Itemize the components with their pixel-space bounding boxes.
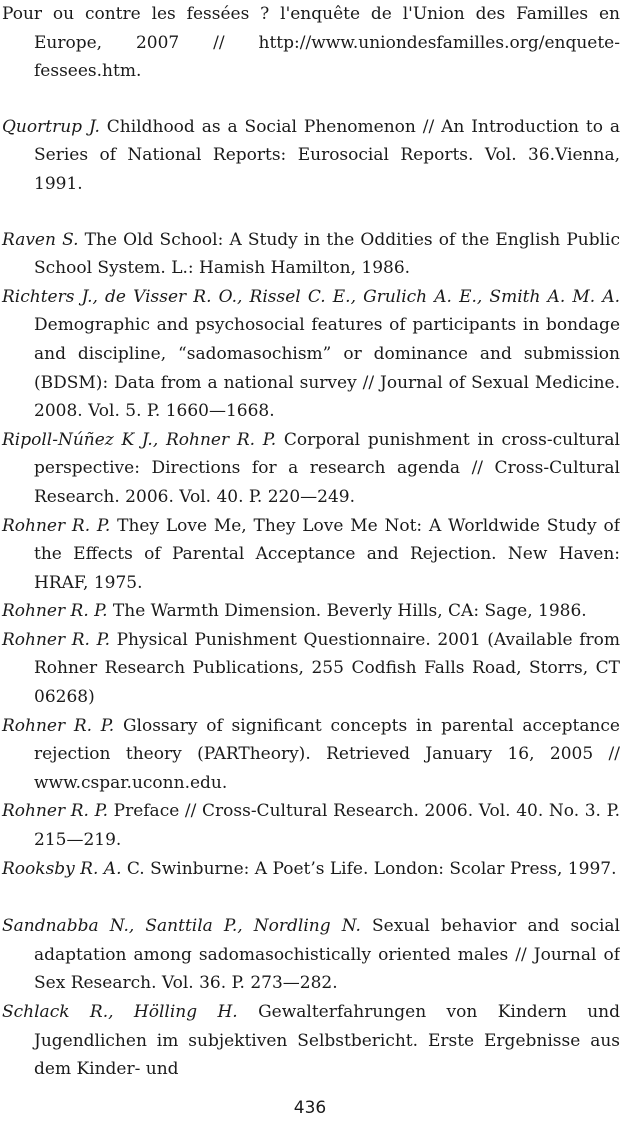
reference-author: Sandnabba N., Santtila P., Nordling N. <box>2 916 361 937</box>
reference-text: Sexual behavior and social adaptation among sadomasochistically oriented males // Journal of Sex Research. Vol. 36. P. 273—282. <box>34 916 620 994</box>
reference-text: Demographic and psychosocial features of participants in bondage and discipline, “sadomasochism” or dominance and submission (BDSM): Data from a national survey // Journal of Sexual Medicine. 2008. Vol. 5. P. 1660—1668. <box>34 315 620 422</box>
reference-entry <box>0 597 620 626</box>
reference-entry <box>0 512 620 598</box>
reference-author: Schlack R., Hölling H. <box>2 1002 238 1022</box>
reference-author: Quortrup J. <box>2 116 100 137</box>
reference-text: Glossary of significant concepts in parental acceptance rejection theory (PARTheory). Retrieved January 16, 2005 // www.cspar.uconn.edu. <box>34 715 620 793</box>
reference-author: Rohner R. P. <box>2 801 108 822</box>
reference-author: Rohner R. P. <box>2 601 108 622</box>
reference-author: Raven S. <box>2 229 79 250</box>
reference-entry <box>0 626 620 712</box>
reference-author: Richters J., de Visser R. O., Rissel C. E., Grulich A. E., Smith A. M. A. <box>2 286 620 307</box>
reference-text: Corporal punishment in cross-cultural perspective: Directions for a research agenda // Cross-Cultural Research. 2006. Vol. 40. P. 220—249. <box>34 429 620 507</box>
reference-text: The Warmth Dimension. Beverly Hills, CA: Sage, 1986. <box>107 601 587 622</box>
reference-text: The Old School: A Study in the Oddities of the English Public School System. L.: Hamish Hamilton, 1986. <box>34 229 620 279</box>
reference-text: Preface // Cross-Cultural Research. 2006. Vol. 40. No. 3. P. 215—219. <box>34 801 620 851</box>
reference-entry <box>0 797 620 854</box>
reference-entry <box>0 912 620 998</box>
reference-author: Rohner R. P. <box>2 715 115 736</box>
reference-text: Physical Punishment Questionnaire. 2001 (Available from Rohner Research Publications, 255 Codfish Falls Road, Storrs, CT 06268) <box>34 629 620 708</box>
reference-entry <box>0 113 620 199</box>
reference-text: Gewalterfahrungen von Kindern und Jugendlichen im subjektiven Selbstbericht. Erste Ergebnisse aus dem Kinder- und <box>34 1002 620 1080</box>
reference-entry <box>0 226 620 283</box>
reference-entry <box>0 426 620 512</box>
reference-entry <box>0 855 620 884</box>
page-number: 436 <box>293 1098 327 1118</box>
reference-author: Rohner R. P. <box>2 515 111 536</box>
reference-entry <box>0 998 620 1084</box>
reference-text: Pour ou contre les fessées ? l'enquête de l'Union des Familles en Europe, 2007 // http://www.uniondesfamilles.org/enquete-fessees.htm. <box>2 4 620 82</box>
reference-text: They Love Me, They Love Me Not: A Worldwide Study of the Effects of Parental Acceptance and Rejection. New Haven: HRAF, 1975. <box>34 515 620 593</box>
reference-entry <box>0 712 620 798</box>
reference-author: Ripoll-Núñez K J., Rohner R. P. <box>2 429 277 450</box>
reference-author: Rooksby R. A. <box>2 858 122 879</box>
reference-text: Childhood as a Social Phenomenon // An Introduction to a Series of National Reports: Eurosocial Reports. Vol. 36.Vienna, 1991. <box>34 116 620 194</box>
reference-entry <box>0 0 620 86</box>
reference-author: Rohner R. P. <box>2 629 110 650</box>
reference-entry <box>0 283 620 426</box>
reference-text: C. Swinburne: A Poet’s Life. London: Scolar Press, 1997. <box>121 858 617 879</box>
